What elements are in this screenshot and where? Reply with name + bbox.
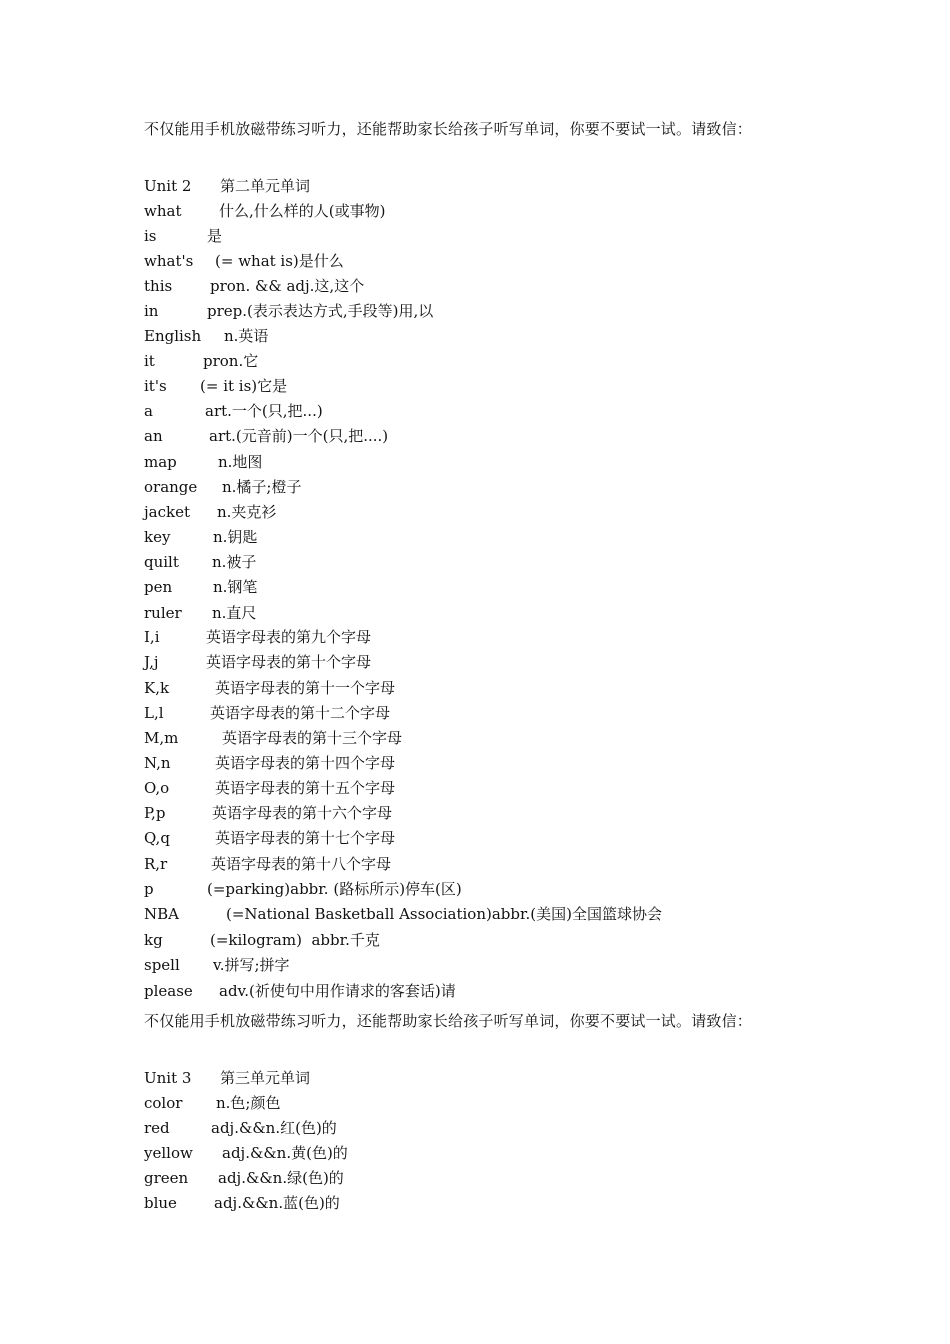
entry-definition: art.(元音前)一个(只,把....) bbox=[209, 427, 389, 445]
entry-word: please bbox=[144, 982, 193, 1000]
entry-definition: n.被子 bbox=[212, 553, 257, 571]
entry-word: quilt bbox=[144, 553, 179, 571]
unit-2-heading-def: 第二单元单词 bbox=[220, 177, 311, 195]
entry-word: K,k bbox=[144, 679, 170, 697]
entry-word: L,l bbox=[144, 704, 164, 722]
entry-word: O,o bbox=[144, 779, 170, 797]
entry-definition: n.钢笔 bbox=[213, 578, 258, 596]
entry-definition: n.英语 bbox=[224, 327, 269, 345]
entry-word: color bbox=[144, 1094, 183, 1112]
notice-text-top: 不仅能用手机放磁带练习听力，还能帮助家长给孩子听写单词，你要不要试一试。请致信： bbox=[144, 120, 753, 138]
entry-word: kg bbox=[144, 931, 163, 949]
entry-definition: 英语字母表的第十八个字母 bbox=[211, 855, 392, 873]
entry-definition: adj.&&n.黄(色)的 bbox=[222, 1144, 348, 1162]
entry-word: ruler bbox=[144, 604, 182, 622]
entry-definition: n.橘子;橙子 bbox=[222, 478, 302, 496]
entry-word: English bbox=[144, 327, 202, 345]
entry-definition: v.拼写;拼字 bbox=[213, 956, 290, 974]
entry-definition: pron.它 bbox=[203, 352, 259, 370]
entry-word: what bbox=[144, 202, 182, 220]
entry-definition: 英语字母表的第十个字母 bbox=[206, 653, 372, 671]
entry-definition: 什么,什么样的人(或事物) bbox=[219, 202, 386, 220]
entry-definition: 英语字母表的第十六个字母 bbox=[212, 804, 393, 822]
entry-definition: adj.&&n.绿(色)的 bbox=[218, 1169, 344, 1187]
entry-word: red bbox=[144, 1119, 170, 1137]
notice-text-middle: 不仅能用手机放磁带练习听力，还能帮助家长给孩子听写单词，你要不要试一试。请致信： bbox=[144, 1012, 753, 1030]
entry-definition: (=parking)abbr. (路标所示)停车(区) bbox=[207, 880, 462, 898]
entry-definition: adj.&&n.红(色)的 bbox=[211, 1119, 337, 1137]
entry-definition: (=National Basketball Association)abbr.(美国)全国篮球协会 bbox=[226, 905, 662, 923]
entry-definition: 英语字母表的第十二个字母 bbox=[210, 704, 391, 722]
entry-definition: prep.(表示表达方式,手段等)用,以 bbox=[207, 302, 434, 320]
entry-definition: 英语字母表的第十五个字母 bbox=[215, 779, 396, 797]
entry-word: pen bbox=[144, 578, 173, 596]
unit-2-heading-word: Unit 2 bbox=[144, 177, 192, 195]
entry-word: key bbox=[144, 528, 171, 546]
entry-definition: 英语字母表的第九个字母 bbox=[206, 628, 372, 646]
entry-word: M,m bbox=[144, 729, 179, 747]
entry-definition: (= what is)是什么 bbox=[215, 252, 344, 270]
entry-word: R,r bbox=[144, 855, 168, 873]
entry-word: I,i bbox=[144, 628, 160, 646]
entry-definition: n.色;颜色 bbox=[216, 1094, 281, 1112]
entry-definition: 英语字母表的第十七个字母 bbox=[215, 829, 396, 847]
entry-definition: n.地图 bbox=[218, 453, 263, 471]
entry-word: a bbox=[144, 402, 153, 420]
entry-definition: 英语字母表的第十四个字母 bbox=[215, 754, 396, 772]
entry-definition: 是 bbox=[207, 227, 223, 245]
entry-word: it's bbox=[144, 377, 167, 395]
entry-word: this bbox=[144, 277, 173, 295]
entry-word: orange bbox=[144, 478, 198, 496]
entry-word: is bbox=[144, 227, 157, 245]
entry-word: NBA bbox=[144, 905, 179, 923]
entry-word: what's bbox=[144, 252, 194, 270]
entry-word: it bbox=[144, 352, 155, 370]
entry-word: blue bbox=[144, 1194, 177, 1212]
entry-word: an bbox=[144, 427, 163, 445]
entry-word: J,j bbox=[144, 653, 159, 671]
entry-word: spell bbox=[144, 956, 180, 974]
unit-3-heading-word: Unit 3 bbox=[144, 1069, 192, 1087]
entry-definition: adv.(祈使句中用作请求的客套话)请 bbox=[219, 982, 456, 1000]
entry-word: P,p bbox=[144, 804, 166, 822]
entry-definition: n.直尺 bbox=[212, 604, 257, 622]
entry-word: map bbox=[144, 453, 177, 471]
entry-word: yellow bbox=[144, 1144, 193, 1162]
entry-definition: adj.&&n.蓝(色)的 bbox=[214, 1194, 340, 1212]
entry-definition: 英语字母表的第十三个字母 bbox=[222, 729, 403, 747]
entry-word: N,n bbox=[144, 754, 171, 772]
entry-word: Q,q bbox=[144, 829, 170, 847]
entry-word: p bbox=[144, 880, 154, 898]
entry-definition: pron. && adj.这,这个 bbox=[210, 277, 365, 295]
entry-word: jacket bbox=[144, 503, 190, 521]
entry-definition: 英语字母表的第十一个字母 bbox=[215, 679, 396, 697]
unit-3-heading-def: 第三单元单词 bbox=[220, 1069, 311, 1087]
entry-definition: (= it is)它是 bbox=[200, 377, 288, 395]
entry-definition: art.一个(只,把...) bbox=[205, 402, 323, 420]
entry-definition: (=kilogram) abbr.千克 bbox=[210, 931, 380, 949]
entry-definition: n.钥匙 bbox=[213, 528, 258, 546]
entry-word: green bbox=[144, 1169, 189, 1187]
entry-definition: n.夹克衫 bbox=[217, 503, 277, 521]
entry-word: in bbox=[144, 302, 159, 320]
